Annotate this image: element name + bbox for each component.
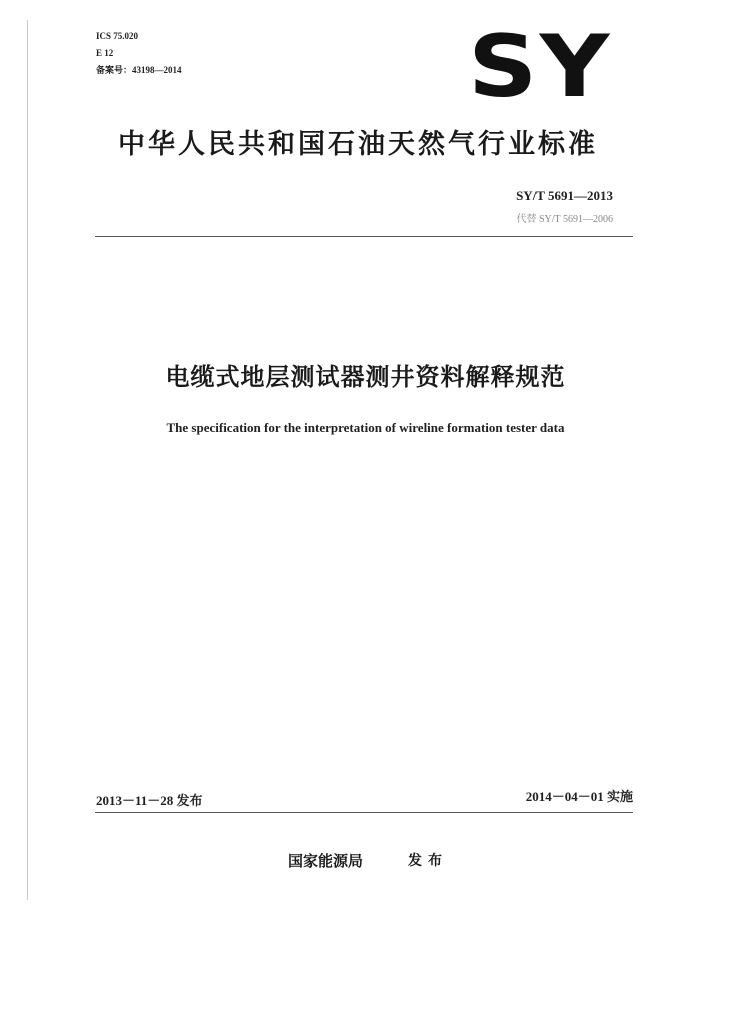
issue-action: 发布 xyxy=(408,853,448,869)
sy-logo: SY xyxy=(468,17,612,117)
classification-block xyxy=(96,28,182,79)
document-title-english: The specification for the interpretation of wireline formation tester data xyxy=(166,420,565,435)
implementation-date: 2014－04－01 实施 xyxy=(525,789,633,804)
replaces-standard: 代替 SY/T 5691—2006 xyxy=(516,214,613,225)
bottom-divider xyxy=(95,812,633,813)
class-code: E 12 xyxy=(96,48,114,58)
ics-number: ICS 75.020 xyxy=(96,31,139,41)
issue-date: 2013－11－28 发布 xyxy=(96,793,203,808)
standard-code: SY/T 5691—2013 xyxy=(516,188,613,203)
scan-edge-line xyxy=(27,20,28,900)
issuing-authority: 国家能源局 xyxy=(288,852,364,870)
document-title: 电缆式地层测试器测井资料解释规范 xyxy=(165,363,566,391)
top-divider xyxy=(95,236,633,237)
standard-category-title: 中华人民共和国石油天然气行业标准 xyxy=(118,129,598,160)
record-number: 备案号：43198—2014 xyxy=(96,65,182,75)
